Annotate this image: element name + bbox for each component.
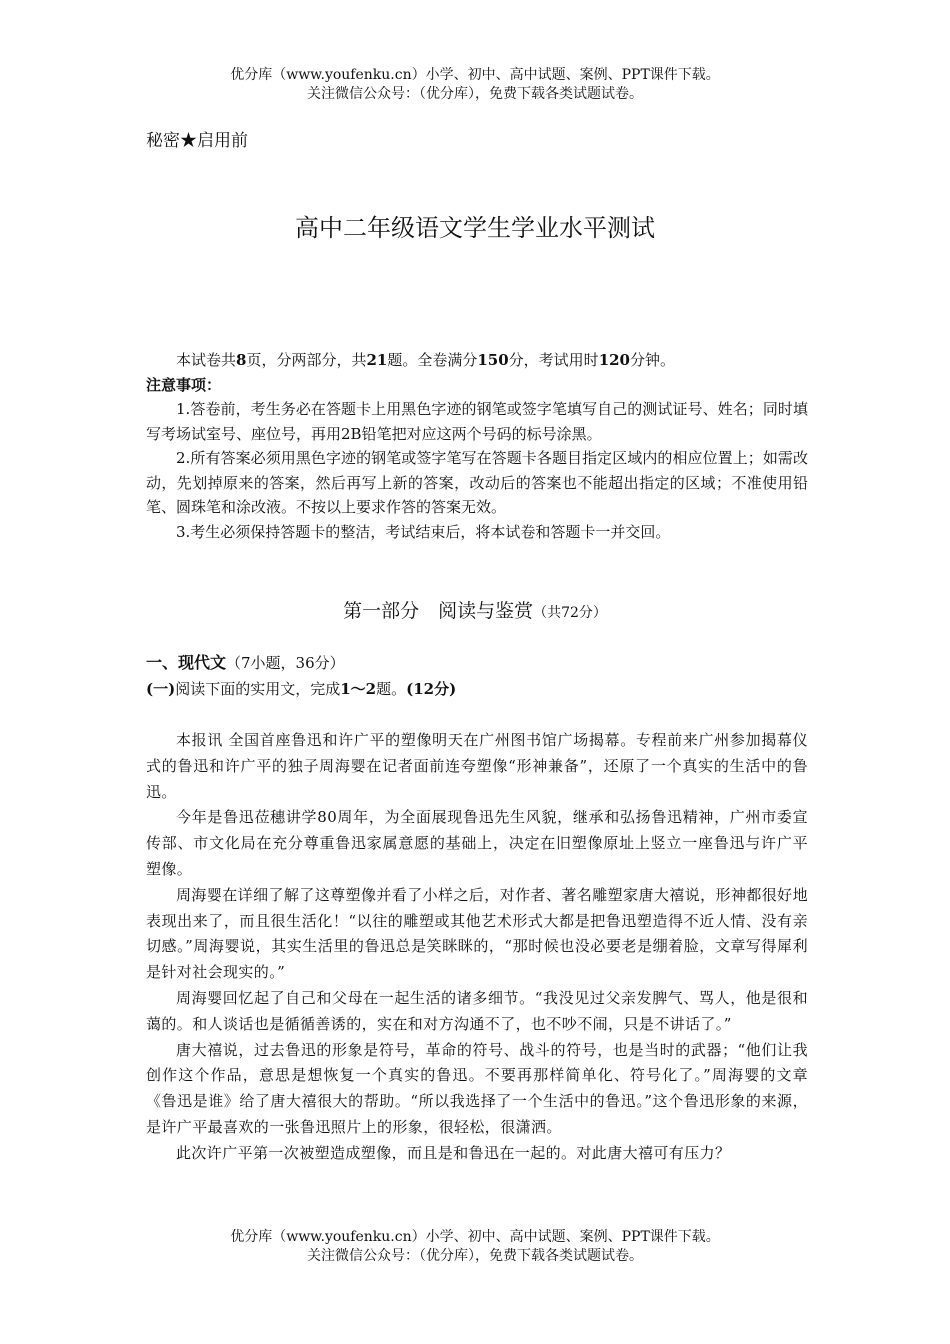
confidential-mark: 秘密★启用前 [146,131,248,151]
reading-article [146,728,808,1167]
article-paragraph-3: 周海婴在详细了解了这尊塑像并看了小样之后，对作者、著名雕塑家唐大禧说，形神都很好地表现出来了，而且很生活化！“以往的雕塑或其他艺术形式大都是把鲁迅塑造得不近人情、没有亲切感。”周海婴说，其实生活里的鲁迅总是笑眯眯的，“那时候也没必要老是绷着脸，文章写得犀利是针对社会现实的。” [146,885,808,982]
exam-summary: 本试卷共8页，分两部分，共21题。全卷满分150分，考试用时120分钟。 [176,351,676,369]
section-one-detail: （7小题，36分） [226,654,345,672]
footer-line-2: 关注微信公众号：（优分库），免费下载各类试题试卷。 [307,1248,643,1264]
notice-item-2: 2.所有答案必须用黑色字迹的钢笔或签字笔写在答题卡各题目指定区域内的相应位置上；如需改动，先划掉原来的答案，然后再写上新的答案，改动后的答案也不能超出指定的区域；不准使用铅笔、圆珠笔和涂改液。不按以上要求作答的答案无效。 [146,449,808,516]
article-paragraph-2: 今年是鲁迅莅穗讲学80周年，为全面展现鲁迅先生风貌，继承和弘扬鲁迅精神，广州市委宣传部、市文化局在充分尊重鲁迅家属意愿的基础上，决定在旧塑像原址上竖立一座鲁迅与许广平塑像。 [146,808,808,878]
exam-instructions [146,348,808,544]
footer-line-1: 优分库（www.youfenku.cn）小学、初中、高中试题、案例、PPT课件下载。 [230,1229,720,1245]
notice-item-3: 3.考生必须保持答题卡的整洁，考试结束后，将本试卷和答题卡一并交回。 [176,522,671,541]
notice-item-1: 1.答卷前，考生务必在答题卡上用黑色字迹的钢笔或签字笔填写自己的测试证号、姓名；同时填写考场试室号、座位号，再用2B铅笔把对应这两个号码的标号涂黑。 [146,400,808,443]
page-header [0,66,950,104]
exam-title: 高中二年级语文学生学业水平测试 [295,214,655,242]
page-footer [0,1228,950,1266]
part-one-title: 第一部分 阅读与鉴赏 [343,600,534,622]
subsection-one-heading: (一)阅读下面的实用文，完成1～2题。(12分) [146,680,457,698]
section-one-heading [146,650,345,673]
article-paragraph-4: 周海婴回忆起了自己和父母在一起生活的诸多细节。“我没见过父亲发脾气、骂人，他是很和蔼的。和人谈话也是循循善诱的，实在和对方沟通不了，也不吵不闹，只是不讲话了。” [146,988,808,1033]
article-paragraph-5: 唐大禧说，过去鲁迅的形象是符号，革命的符号、战斗的符号，也是当时的武器；“他们让我创作这个作品，意思是想恢复一个真实的鲁迅。不要再那样简单化、符号化了。”周海婴的文章《鲁迅是谁》给了唐大禧很大的帮助。“所以我选择了一个生活中的鲁迅。”这个鲁迅形象的来源，是许广平最喜欢的一张鲁迅照片上的形象，很轻松，很潇洒。 [146,1040,808,1136]
part-one-points: （共72分） [533,605,607,621]
article-paragraph-6: 此次许广平第一次被塑造成塑像，而且是和鲁迅在一起的。对此唐大禧可有压力？ [176,1143,731,1162]
notice-title: 注意事项： [146,375,222,394]
part-one-heading [0,596,950,623]
header-line-2: 关注微信公众号：（优分库），免费下载各类试题试卷。 [307,86,643,102]
article-paragraph-1: 本报讯 全国首座鲁迅和许广平的塑像明天在广州图书馆广场揭幕。专程前来广州参加揭幕仪式的鲁迅和许广平的独子周海婴在记者面前连夸塑像“形神兼备”，还原了一个真实的生活中的鲁迅。 [146,731,808,801]
section-one-title: 一、现代文 [146,653,227,672]
header-line-1: 优分库（www.youfenku.cn）小学、初中、高中试题、案例、PPT课件下载。 [230,67,720,83]
